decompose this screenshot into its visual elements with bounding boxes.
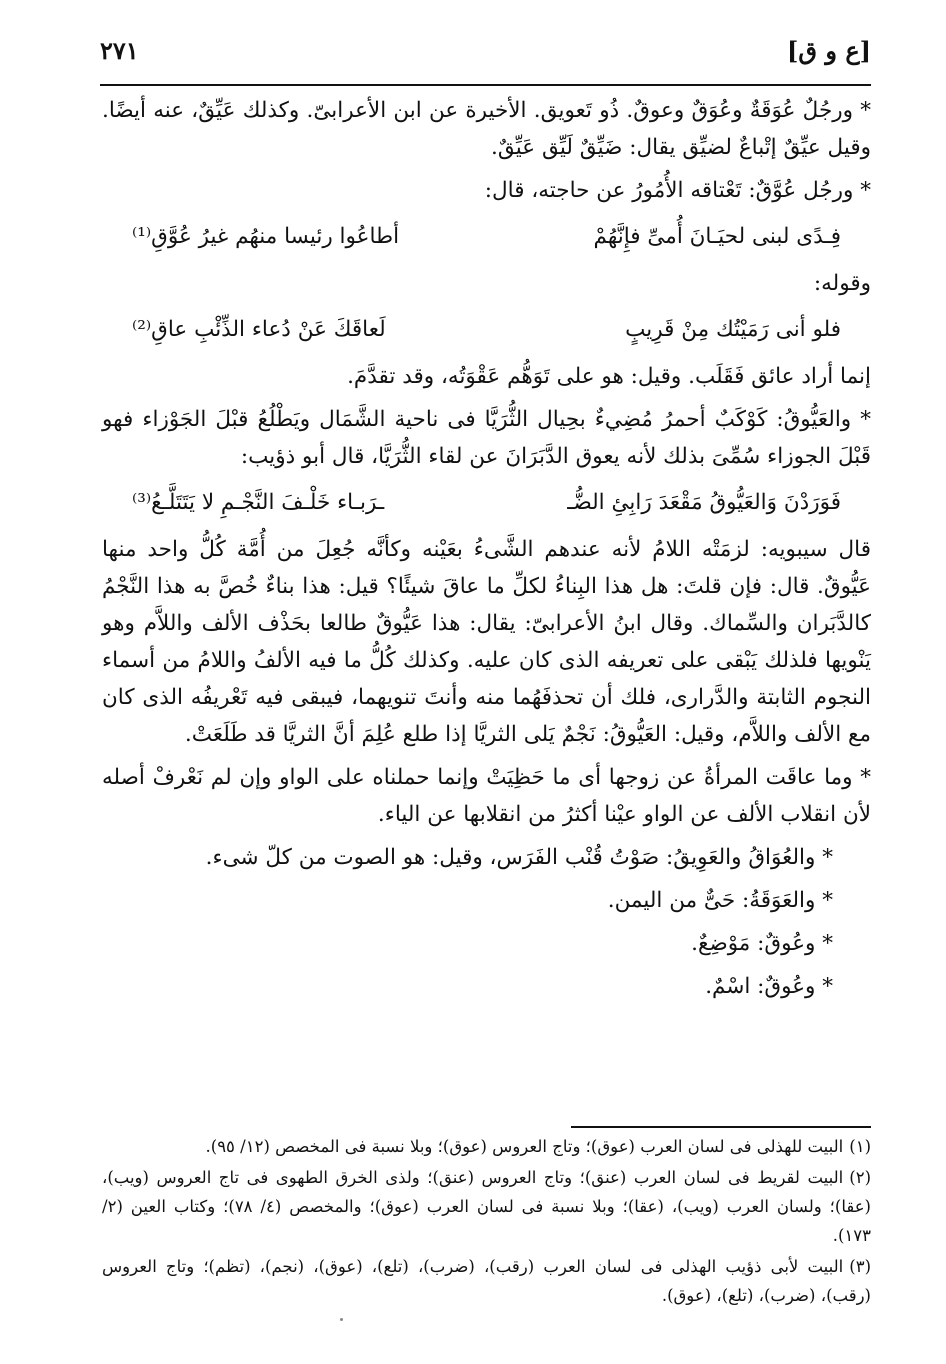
entry-al-awaqa: * والعَوَقَةُ: حَىٌّ من اليمن. [607, 888, 833, 913]
footnote-divider [571, 1126, 871, 1128]
footnotes [102, 1132, 871, 1312]
page-number: ٢٧١ [100, 36, 139, 65]
footnote [102, 1132, 871, 1161]
entry-al-uwaq: * والعُوَاقُ والعَوِيقُ: صَوْتُ قُنْب الفَرَس، وقيل: هو الصوت من كلّ شىء. [205, 845, 833, 870]
verse-2 [132, 310, 841, 350]
scan-speck [340, 1318, 343, 1321]
entry-aqat-al-mara: * وما عاقَت المرأةُ عن زوجها أى ما حَظِيَتْ وإنما حملناه على الواو وإن لم نَعْرفْ أصله لأن انقلاب الألف عن الواو عيْنا أكثرُ من انقلابها عن الياء. [102, 765, 871, 827]
footnote-number: (٣) [849, 1257, 871, 1276]
entry-rajul-uwaqa: * ورجُلٌ عُوَقَةٌ وعُوَقٌ وعوقٌ. ذُو تَعويق. الأخيرة عن ابن الأعرابىّ. وكذلك عَيِّقٌ، عنه أيضًا. وقيل عيِّقٌ إتْباعٌ لضيِّق يقال: ضَيِّقٌ لَيِّق عَيِّقٌ. [102, 98, 871, 160]
root-heading: [ع و ق] [787, 36, 871, 65]
entry-al-ayyuq: * والعَيُّوقُ: كَوْكَبٌ أحمرُ مُضِيءٌ بحِيال الثُّرَيَّا فى ناحية الشَّمَال ويَطْلُعُ قبْلَ الجَوْزاء فهو قَبْلَ الجوزاء سُمِّىَ بذلك لأنه يعوق الدَّبَرَانَ عن لقاء الثُّرَيَّا، قال أبو ذؤيب: [102, 407, 871, 469]
footnote-text: البيت للهذلى فى لسان العرب (عوق)؛ وتاج العروس (عوق)؛ وبلا نسبة فى المخصص (١٢/ ٩٥). [205, 1137, 844, 1156]
footnote [102, 1252, 871, 1310]
qawluhu-line: وقوله: [813, 271, 871, 296]
verse-3-second-hemistich: ـرَبـاء خَلْـفَ النَّجْـمِ لا يَتَتَلَّـعُ⁽³⁾ [132, 490, 385, 515]
verse-1-first-hemistich: فِـدًى لبنى لحيَـانَ أُمىِّ فإِنَّهُمْ [593, 224, 841, 249]
footnote-text: البيت لأبى ذؤيب الهذلى فى لسان العرب (رقب)، (ضرب)، (تلع)، (عوق)، (نجم)، (تظم)؛ وتاج العروس (رقب)، (ضرب)، (تلع)، (عوق). [102, 1257, 871, 1305]
header-divider [100, 84, 871, 86]
verse-2-second-hemistich: لَعاقَكَ عَنْ دُعاء الذِّئْبِ عاقِ⁽²⁾ [132, 317, 386, 342]
footnote [102, 1163, 871, 1250]
footnote-text: البيت لقريط فى لسان العرب (عنق)؛ وتاج العروس (عنق)؛ ولذى الخرق الطهوى فى تاج العروس (ويب)، (عقا)؛ ولسان العرب (ويب)، (عقا)؛ وبلا نسبة فى لسان العرب (عوق)؛ والمخصص (٤/ ٧٨)؛ وكتاب العين (٢/ ١٧٣). [102, 1168, 871, 1245]
page-header [100, 36, 871, 80]
verse-3-first-hemistich: فَوَرَدْنَ وَالعَيُّوقُ مَقْعَدَ رَابِئِ الضُّـ [567, 490, 841, 515]
ainnama-line: إنما أراد عائق فَقَلَب. وقيل: هو على تَوَهُّم عَقْوَتُه، وقد تقدَّمَ. [347, 364, 871, 389]
verse-2-first-hemistich: فلو أنى رَمَيْتُك مِنْ قَرِيبٍ [625, 317, 841, 342]
entry-uwq-name: * وعُوقٌ: اسْمٌ. [705, 974, 833, 999]
sibawayh-paragraph: قال سيبويه: لزمَتْه اللامُ لأنه عندهم الشَّىءُ بعَيْنه وكأنَّه جُعِلَ من أُمَّة كُلُّ واحد منها عَيُّوقٌ. قال: فإن قلتَ: هل هذا البِناءُ لكلِّ ما عاقَ شيئًا؟ قيل: هذا بناءٌ خُصَّ به هذا النَّجْمُ كالدَّبَران والسِّماك. وقال ابنُ الأعرابىّ: يقال: هذا عَيُّوقٌ طالعا بحَذْف الألف واللاَّم وهو يَنْويها فلذلك يَبْقى على تعريفه الذى كان عليه. وكذلك كُلُّ ما فيه الألفُ واللامُ من أسماء النجوم الثابتة والدَّرارى، فلك أن تحذفَهُما منه وأنتَ تنويهما، فيبقى فيه تَعْريفُه الذى كان مع الألف واللاَّم، وقيل: العَيُّوقُ: نَجْمٌ يَلى الثريَّا إذا طلع عُلِمَ أنَّ الثريَّا قد طَلَعَتْ. [102, 537, 871, 747]
main-text [102, 92, 871, 1011]
entry-uwq-place: * وعُوقٌ: مَوْضِعٌ. [691, 931, 833, 956]
verse-1 [132, 217, 841, 257]
verse-3 [132, 483, 841, 523]
entry-rajul-uwwaq: * ورجُل عُوَّقٌ: تَعْتاقه الأُمُورُ عن حاجته، قال: [484, 178, 871, 203]
footnote-number: (١) [849, 1137, 871, 1156]
verse-1-second-hemistich: أطاعُوا رئيسا منهُم غيرُ عُوَّقِ⁽¹⁾ [132, 224, 400, 249]
footnote-number: (٢) [849, 1168, 871, 1187]
